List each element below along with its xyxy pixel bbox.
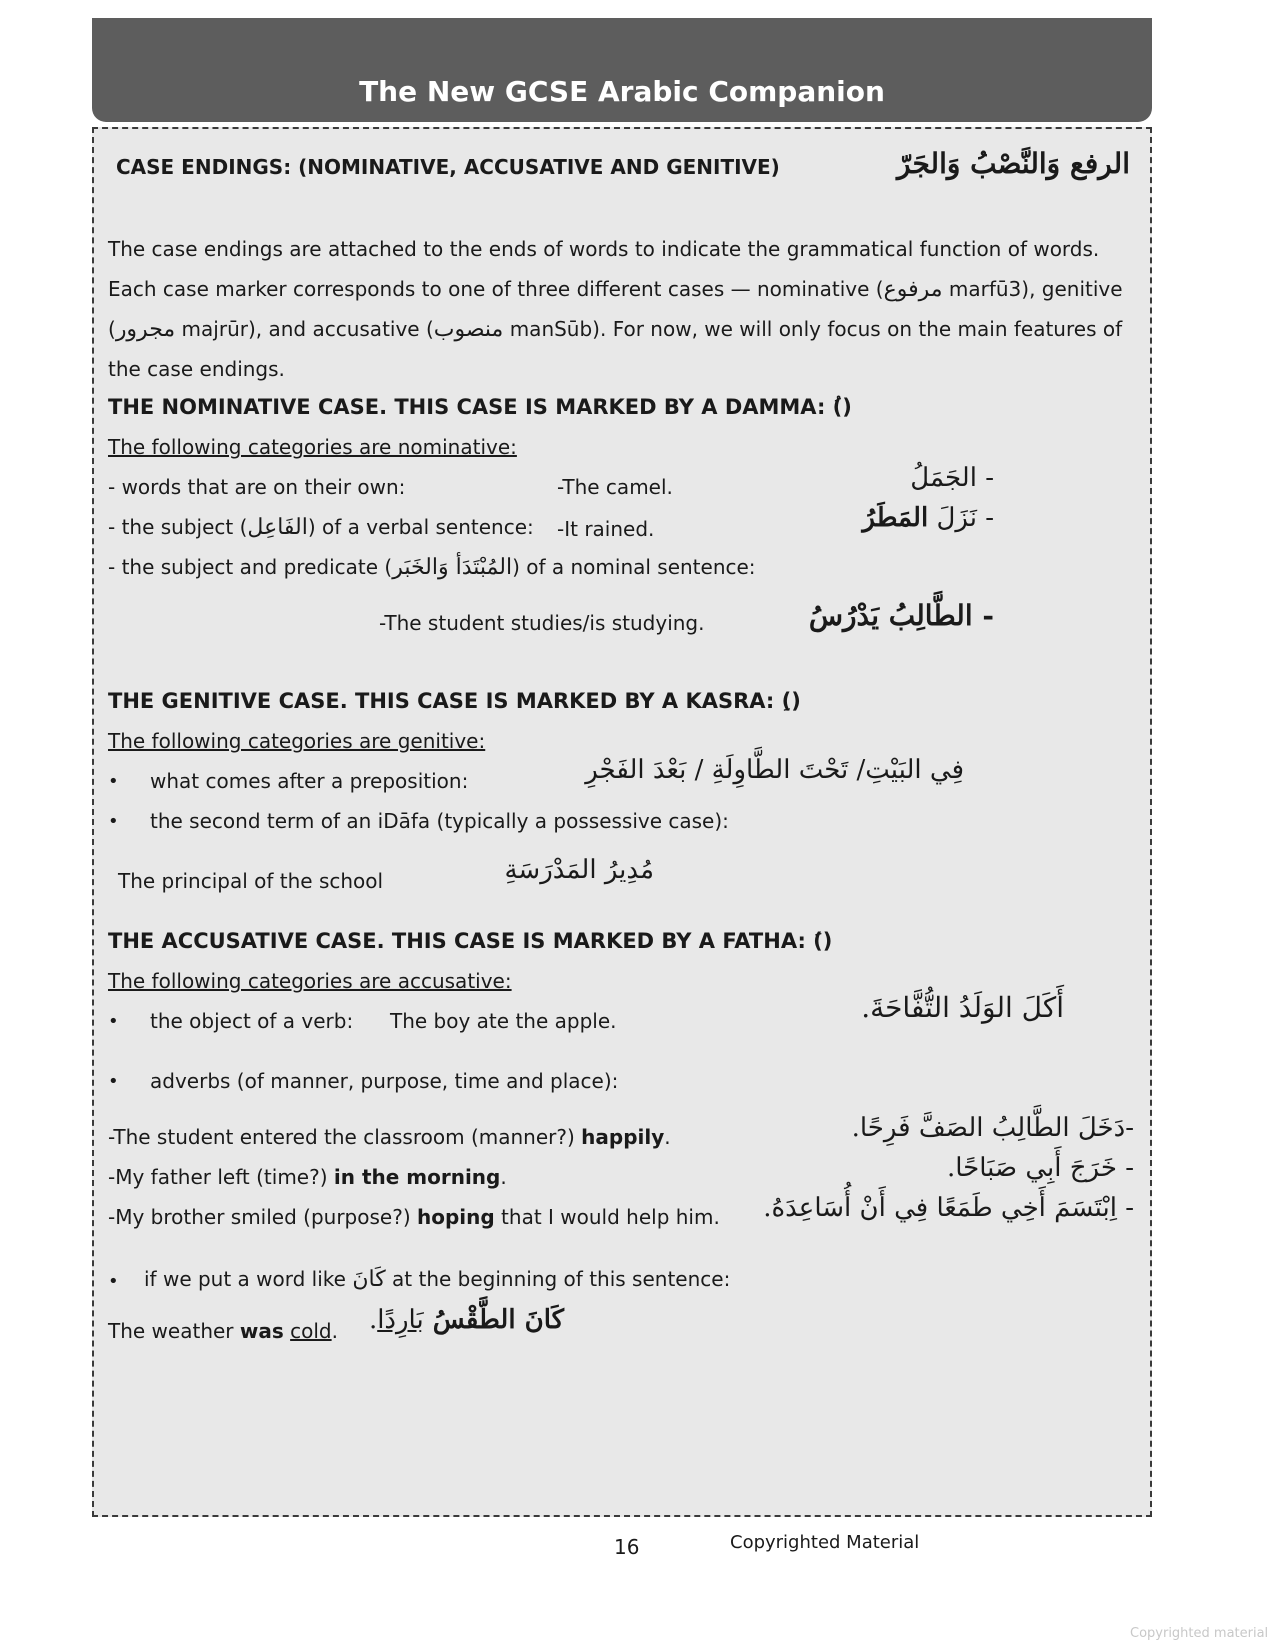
section-title-arabic: الرفع وَالنَّصْبُ وَالجَرّ (897, 147, 1130, 180)
genitive-item-2-text: the second term of an iDāfa (typically a possessive case): (150, 809, 729, 833)
bullet-icon: • (108, 1271, 119, 1292)
bullet-icon: • (108, 811, 119, 832)
accusative-heading: THE ACCUSATIVE CASE. THIS CASE IS MARKED BY A FATHA: (َ) (108, 929, 833, 953)
bullet-icon: • (108, 1011, 119, 1032)
intro-line-2: Each case marker corresponds to one of three different cases — nominative (مرفوع marfū3), genitive (108, 277, 1123, 302)
accusative-item-1-arabic: أَكَلَ الوَلَدُ التُّفَّاحَةَ. (861, 991, 1064, 1024)
book-title: The New GCSE Arabic Companion (359, 75, 885, 108)
copyright-watermark: Copyrighted material (1130, 1626, 1269, 1641)
nominative-row-2-text: - the subject (الفَاعِل) of a verbal sentence: (108, 515, 534, 540)
accusative-item-1-text: the object of a verb: (150, 1009, 354, 1033)
accusative-subheading: The following categories are accusative: (108, 969, 512, 993)
genitive-example-english: The principal of the school (118, 869, 384, 893)
nominative-example-english: -The student studies/is studying. (379, 611, 705, 635)
genitive-example-arabic: مُدِيرُ المَدْرَسَةِ (504, 855, 654, 885)
bullet-icon: • (108, 1071, 119, 1092)
bullet-icon: • (108, 771, 119, 792)
genitive-item-1-text: what comes after a preposition: (150, 769, 469, 793)
genitive-heading: THE GENITIVE CASE. THIS CASE IS MARKED BY A KASRA: (ِ) (108, 689, 801, 713)
accusative-item-2-text: adverbs (of manner, purpose, time and place): (150, 1069, 619, 1093)
adverb-example-2-english: -My father left (time?) in the morning. (108, 1165, 507, 1189)
nominative-row-3-text: - the subject and predicate (المُبْتَدَأ وَالخَبَر) of a nominal sentence: (108, 555, 756, 580)
genitive-subheading: The following categories are genitive: (108, 729, 486, 753)
nominative-subheading: The following categories are nominative: (108, 435, 517, 459)
nominative-row-2-arabic: - نَزَلَ المَطَرُ (862, 503, 994, 533)
intro-line-1: The case endings are attached to the ends of words to indicate the grammatical function of words. (108, 237, 1100, 261)
adverb-example-1-english: -The student entered the classroom (manner?) happily. (108, 1125, 671, 1149)
kaana-example-english: The weather was cold. (108, 1319, 338, 1343)
intro-line-4: the case endings. (108, 357, 285, 381)
section-title: CASE ENDINGS: (NOMINATIVE, ACCUSATIVE AND GENITIVE) (116, 155, 780, 179)
nominative-row-1-arabic: - الجَمَلُ (910, 463, 994, 493)
adverb-example-3-english: -My brother smiled (purpose?) hoping that I would help him. (108, 1205, 720, 1229)
nominative-row-1-text: - words that are on their own: (108, 475, 406, 499)
nominative-heading: THE NOMINATIVE CASE. THIS CASE IS MARKED BY A DAMMA: (ُ) (108, 395, 852, 419)
kaana-example-arabic: كَانَ الطَّقْسُ بَارِدًا. (368, 1305, 564, 1335)
nominative-row-1-english: -The camel. (557, 475, 673, 499)
page-number: 16 (614, 1535, 640, 1559)
content-box (92, 127, 1152, 1517)
adverb-example-1-arabic: -دَخَلَ الطَّالِبُ الصَفَّ فَرِحًا. (851, 1113, 1134, 1143)
genitive-item-1-arabic: فِي البَيْتِ/ تَحْتَ الطَّاوِلَةِ / بَعْدَ الفَجْرِ (585, 755, 964, 785)
accusative-item-1-english: The boy ate the apple. (390, 1009, 617, 1033)
intro-line-3: (مجرور majrūr), and accusative (منصوب manSūb). For now, we will only focus on the main features of (108, 317, 1123, 342)
adverb-example-2-arabic: - خَرَجَ أَبِي صَبَاحًا. (946, 1153, 1134, 1183)
adverb-example-3-arabic: - اِبْتَسَمَ أَخِي طَمَعًا فِي أَنْ أُسَاعِدَهُ. (763, 1193, 1134, 1223)
nominative-example-arabic: - الطَّالِبُ يَدْرُسُ (808, 599, 994, 632)
copyright-notice: Copyrighted Material (730, 1532, 920, 1553)
header-bar (92, 18, 1152, 122)
accusative-item-3-text: if we put a word like كَانَ at the beginning of this sentence: (144, 1267, 731, 1292)
nominative-row-2-english: -It rained. (557, 517, 655, 541)
